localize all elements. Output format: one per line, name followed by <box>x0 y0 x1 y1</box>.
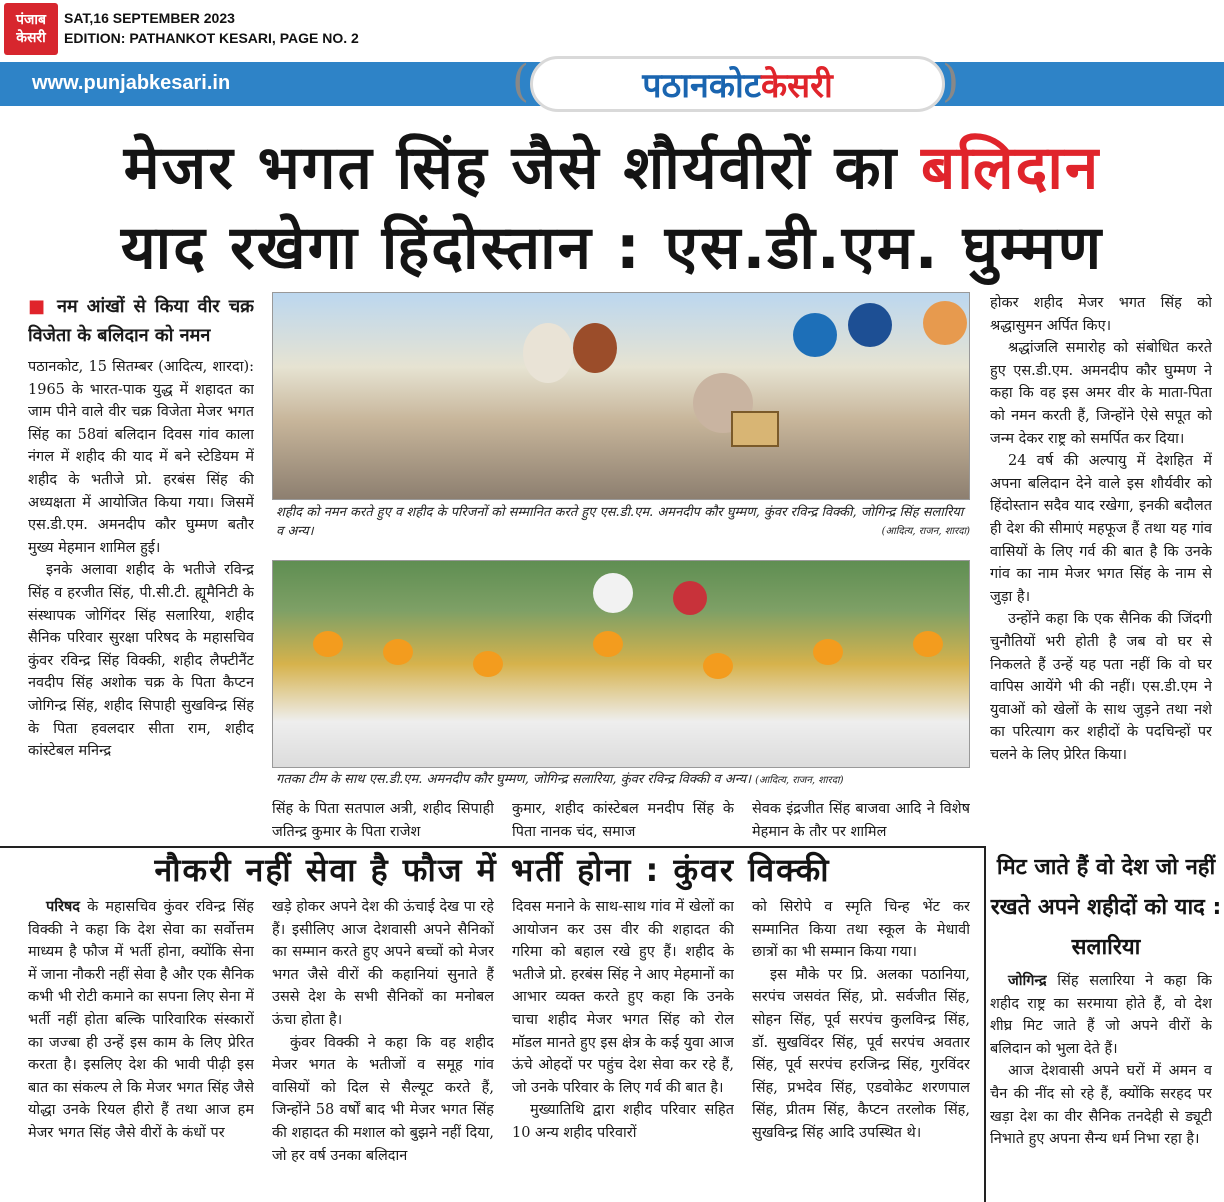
story1-col4: सेवक इंद्रजीत सिंह बाजवा आदि ने विशेष मेहमान के तौर पर शामिल <box>752 801 970 840</box>
story1-col3: कुमार, शहीद कांस्टेबल मनदीप सिंह के पिता नानक चंद, समाज <box>512 801 734 840</box>
story3-lead: जोगिन्द्र <box>1008 972 1047 989</box>
masthead-right-bracket-icon: ) <box>942 56 960 107</box>
photo1-credit: (आदित्य, राजन, शारदा) <box>881 526 970 537</box>
photo2-credit: (आदित्य, राजन, शारदा) <box>755 775 844 786</box>
edition-date: SAT,16 SEPTEMBER 2023 <box>64 10 235 26</box>
edition-meta <box>64 8 359 48</box>
story2-col2: खड़े होकर अपने देश की ऊंचाई देख पा रहे हैं। इसीलिए आज देशवासी अपने सैनिकों का सम्मान करते हुए अपने बच्चों को मेजर भगत जैसे वीरों की कहानियां सुनाते हैं उससे देश के सभी सैनिकों का मनोबल ऊंचा होता है। कुंवर विक्की ने कहा कि वह शहीद मेजर भगत के भतीजों व समूह गांव वासियों को दिल से सैल्यूट करते हैं, जिन्होंने 58 वर्षों बाद भी मेजर भगत सिंह की शहादत की मशाल को बुझने नहीं दिया, जो हर वर्ष उनका बलिदान <box>272 899 494 1164</box>
story2-headline: नौकरी नहीं सेवा है फौज में भर्ती होना : कुंवर विक्की <box>154 851 831 889</box>
website-link[interactable]: www.punjabkesari.in <box>32 72 231 94</box>
story2-lead: परिषद <box>46 898 81 915</box>
photo1-caption: शहीद को नमन करते हुए व शहीद के परिजनों को सम्मानित करते हुए एस.डी.एम. अमनदीप कौर घुम्मण, कुंवर रविन्द्र विक्की, जोगिन्द्र सिंह सलारिया व अन्य। (आदित्य, राजन, शारदा) <box>276 505 970 539</box>
masthead-part1: पठानकोट <box>642 66 761 106</box>
masthead-left-bracket-icon: ( <box>512 56 530 107</box>
headline-line1-text: मेजर भगत सिंह जैसे शौर्यवीरों का <box>123 133 922 203</box>
main-headline-line2: याद रखेगा हिंदोस्तान : एस.डी.एम. घुम्मण <box>120 213 1104 283</box>
story2-col1: परिषद के महासचिव कुंवर रविन्द्र सिंह विक्की ने कहा कि देश सेवा का सर्वोत्तम माध्यम है फौज में भर्ती होना, क्योंकि सेना में जाना नौकरी नहीं सेवा है और एक सैनिक कभी भी रोटी कमाने का सपना लिए सेना में भर्ती नहीं होता बल्कि पारिवारिक संस्कारों का जज्बा ही उन्हें इस काम के लिए प्रेरित करता है। इसलिए देश की भावी पीढ़ी इस बात का संकल्प ले कि मेजर भगत सिंह जैसे योद्धा उनके रियल हीरो हैं तथा आज हम मेजर भगत सिंह जैसे वीरों के कंधों पर <box>28 898 254 1141</box>
story1-kicker: ■ नम आंखों से किया वीर चक्र विजेता के बलिदान को नमन <box>28 296 254 346</box>
story1-left-column <box>28 292 254 842</box>
bullet-square-icon: ■ <box>28 296 57 317</box>
main-headline-line1 <box>0 132 1224 204</box>
story1-right-column: होकर शहीद मेजर भगत सिंह को श्रद्धासुमन अर्पित किए। श्रद्धांजलि समारोह को संबोधित करते हुए एस.डी.एम. अमनदीप कौर घुम्मण ने कहा कि वह इस अमर वीर के माता-पिता को नमन करती हैं, जिन्होंने ऐसे सपूत को जन्म देकर राष्ट्र को समर्पित कर दिया। 24 वर्ष की अल्पायु में देशहित में अपना बलिदान देने वाले इस शौर्यवीर को हिंदोस्तान सदैव याद रखेगा, इनकी बदौलत ही देश की सीमाएं महफूज हैं तथा यह गांव वासियों के लिए गर्व की बात है कि उनके गांव का नाम मेजर भगत सिंह के नाम से जुड़ा है। उन्होंने कहा कि एक सैनिक की जिंदगी चुनौतियों भरी होती है जब वो घर से निकलते हैं उन्हें यह पता नहीं कि वो घर वापिस आयेंगे भी की नहीं। एस.डी.एम ने युवाओं को खेलों के साथ जुड़ने तथा नशे का परित्याग कर शहीदों के पदचिन्हों पर चलने के लिए प्रेरित किया। <box>990 295 1212 763</box>
logo-line2: केसरी <box>16 30 46 46</box>
masthead-part2: केसरी <box>760 66 833 106</box>
column-divider <box>984 846 986 1202</box>
story1-col2: सिंह के पिता सतपाल अत्री, शहीद सिपाही जतिन्द्र कुमार के पिता राजेश <box>272 801 494 840</box>
ceremony-photo <box>272 292 970 500</box>
story2-col3: दिवस मनाने के साथ-साथ गांव में खेलों का आयोजन कर उस वीर की शहादत की गरिमा को बहाल रखे हुए हैं। शहीद के भतीजे प्रो. हरबंस सिंह ने आए मेहमानों का आभार व्यक्त करते हुए कहा कि उनके चाचा शहीद मेजर भगत सिंह को रोल मॉडल मानते हुए इस क्षेत्र के कई युवा आज ऊंचे ओहदों पर पहुंच देश सेवा कर रहे हैं, जो उनके परिवार के लिए गर्व की बात है। मुख्यातिथि द्वारा शहीद परिवार सहित 10 अन्य शहीद परिवारों <box>512 899 734 1141</box>
photo2-caption: गतका टीम के साथ एस.डी.एम. अमनदीप कौर घुम्मण, जोगिन्द्र सलारिया, कुंवर रविन्द्र विक्की व अन्य। (आदित्य, राजन, शारदा) <box>276 772 844 787</box>
punjab-kesari-logo <box>4 3 58 55</box>
story1-paragraph2: इनके अलावा शहीद के भतीजे रविन्द्र सिंह व हरजीत सिंह, पी.सी.टी. ह्यूमैनिटी के संस्थापक जोगिंदर सिंह सलारिया, शहीद सैनिक परिवार सुरक्षा परिषद के महासचिव कुंवर रविन्द्र सिंह विक्की, शहीद लैफ्टीनैंट नवदीप सिंह अशोक चक्र के पिता कैप्टन जोगिन्द्र सिंह, शहीद सिपाही सुखविन्द्र सिंह के पिता हवलदार सीता राम, शहीद कांस्टेबल मनिन्द्र <box>28 562 254 760</box>
story3-body: जोगिन्द्र सिंह सलारिया ने कहा कि शहीद राष्ट्र का सरमाया होते हैं, वो देश शीघ्र मिट जाते हैं जो अपने वीरों के बलिदान को भुला देते हैं। आज देशवासी अपने घरों में अमन व चैन की नींद सो रहे हैं, क्योंकि सरहद पर खड़ा देश का वीर सैनिक तनदेही से ड्यूटी निभाते हुए अपना सैन्य धर्म निभा रहा है। <box>990 972 1212 1148</box>
masthead-title <box>530 56 945 112</box>
story3-headline: मिट जाते हैं वो देश जो नहीं रखते अपने शहीदों को याद : सलारिया <box>990 855 1222 960</box>
story1-paragraph1: पठानकोट, 15 सितम्बर (आदित्य, शारदा): 1965 के भारत-पाक युद्ध में शहादत का जाम पीने वाले वीर चक्र विजेता मेजर भगत सिंह का 58वां बलिदान दिवस गांव काला नंगल में शहीद की याद में बने स्टेडियम में शहीद के भतीजे प्रो. हरबंस सिंह की अध्यक्षता में आयोजित किया गया। जिसमें एस.डी.एम. अमनदीप कौर घुम्मण बतौर मुख्य मेहमान शामिल हुई। <box>28 359 254 556</box>
headline-highlight: बलिदान <box>921 133 1101 203</box>
story2-col4: को सिरोपे व स्मृति चिन्ह भेंट कर सम्मानित किया तथा स्कूल के मेधावी छात्रों का भी सम्मान किया गया। इस मौके पर प्रि. अलका पठानिया, सरपंच जसवंत सिंह, प्रो. सर्वजीत सिंह, सोहन सिंह, पूर्व सरपंच कुलविन्द्र सिंह, डॉ. सुखविंदर सिंह, पूर्व सरपंच अवतार सिंह, पूर्व सरपंच हरजिन्द्र सिंह, गुरविंदर सिंह, प्रभदेव सिंह, एडवोकेट शरणपाल सिंह, प्रीतम सिंह, कैप्टन तरलोक सिंह, सुखविन्द्र सिंह आदि उपस्थित थे। <box>752 899 970 1141</box>
logo-line1: पंजाब <box>16 12 46 28</box>
edition-info: EDITION: PATHANKOT KESARI, PAGE NO. 2 <box>64 30 359 46</box>
gatka-team-photo <box>272 560 970 768</box>
